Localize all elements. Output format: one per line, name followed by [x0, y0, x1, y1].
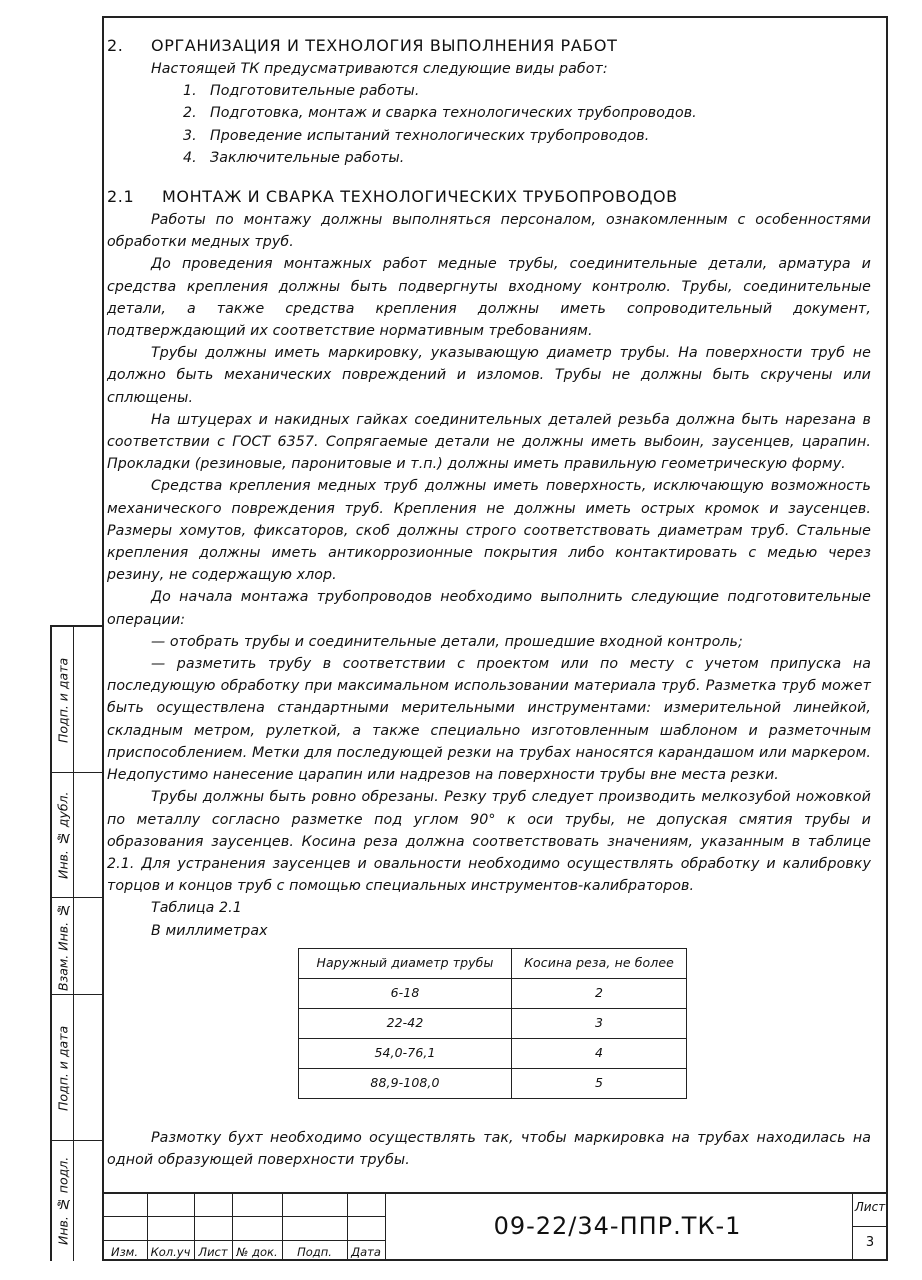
side-stamp-label: Подп. и дата	[55, 1025, 71, 1111]
list-item	[183, 147, 871, 169]
dash-item: — отобрать трубы и соединительные детали, прошедшие входной контроль;	[151, 633, 743, 650]
table-cell: 3	[512, 1008, 687, 1038]
table-row	[299, 1038, 687, 1068]
side-stamp-label: Инв. № дубл.	[55, 791, 71, 880]
section-title: ОРГАНИЗАЦИЯ И ТЕХНОЛОГИЯ ВЫПОЛНЕНИЯ РАБОТ	[151, 36, 618, 55]
section-title: МОНТАЖ И СВАРКА ТЕХНОЛОГИЧЕСКИХ ТРУБОПРОВОДОВ	[162, 187, 678, 207]
table-header-cell: Косина реза, не более	[512, 948, 687, 978]
paragraph: Работы по монтажу должны выполняться персоналом, ознакомленным с особенностями обработки медных труб.	[107, 212, 871, 251]
paragraph: До проведения монтажных работ медные трубы, соединительные детали, арматура и средства крепления должны быть подвергнуты входному контролю. Трубы, соединительные детали, а также средства крепления должны иметь сопроводительный документ, подтверждающий их соответствие нормативным требованиям.	[107, 256, 871, 340]
side-stamp-label: Подп. и дата	[55, 657, 71, 743]
list-text: Подготовительные работы.	[210, 83, 420, 100]
table-header-cell: Наружный диаметр трубы	[299, 948, 512, 978]
side-stamp	[50, 625, 102, 1261]
title-block-header: Лист	[198, 1244, 228, 1259]
table-cell: 22-42	[299, 1008, 512, 1038]
dash-item: — разметить трубу в соответствии с проектом или по месту с учетом припуска на последующую обработку при максимальном использовании материала труб. Разметка труб может быть осуществлена стандартными мерительными инструментами: измерительной линейкой, складным метром, рулеткой, а также специально изготовленным шаблоном и разметочным приспособлением. Метки для последующей резки на трубах наносятся карандашом или маркером. Недопустимо нанесение царапин или надрезов на поверхности трубы вне места резки.	[107, 656, 871, 784]
paragraph: Трубы должны быть ровно обрезаны. Резку труб следует производить мелкозубой ножовкой по металлу согласно разметке под углом 90° к оси трубы, не допуская смятия трубы и образования заусенцев. Косина реза должна соответствовать значениям, указанным в таблице 2.1. Для устранения заусенцев и овальности необходимо осуществлять обработку и калибровку торцов и концов труб с помощью специальных инструментов-калибраторов.	[107, 789, 871, 895]
cut-skew-table	[298, 948, 687, 1099]
list-text: Заключительные работы.	[210, 149, 405, 166]
side-stamp-label: Взам. Инв. №	[55, 902, 71, 991]
table-row	[299, 1068, 687, 1098]
list-number: 3.	[183, 127, 197, 144]
section-number: 2.1	[107, 187, 135, 207]
table-units: В миллиметрах	[151, 922, 268, 939]
table-cell: 6-18	[299, 978, 512, 1008]
section-2-intro: Настоящей ТК предусматриваются следующие виды работ:	[151, 61, 608, 77]
paragraph: До начала монтажа трубопроводов необходимо выполнить следующие подготовительные операции:	[107, 589, 871, 628]
table-row	[299, 1008, 687, 1038]
document-body	[107, 34, 871, 1171]
paragraph: Средства крепления медных труб должны иметь поверхность, исключающую возможность механического повреждения труб. Крепления не должны иметь острых кромок и заусенцев. Размеры хомутов, фиксаторов, скоб должны строго соответствовать диаметрам труб. Стальные крепления должны иметь антикоррозионные покрытия либо контактировать с медью через резину, не содержащую хлор.	[107, 478, 871, 584]
table-cell: 54,0-76,1	[299, 1038, 512, 1068]
title-block-header: № док.	[236, 1244, 278, 1259]
paragraph: Трубы должны иметь маркировку, указывающую диаметр трубы. На поверхности труб не должно быть механических повреждений и изломов. Трубы не должны быть скручены или сплющены.	[107, 345, 871, 406]
section-number: 2.	[107, 36, 124, 55]
table-cell: 4	[512, 1038, 687, 1068]
table-cell: 2	[512, 978, 687, 1008]
list-item	[183, 125, 871, 147]
side-stamp-label: Инв. № подл.	[55, 1156, 71, 1246]
section-2-1-heading	[107, 185, 871, 209]
table-caption: Таблица 2.1	[151, 900, 242, 917]
list-number: 1.	[183, 83, 197, 100]
list-item	[183, 80, 871, 102]
title-block-header: Изм.	[110, 1244, 139, 1259]
work-types-list	[107, 80, 871, 169]
table-cell: 5	[512, 1068, 687, 1098]
table-cell: 88,9-108,0	[299, 1068, 512, 1098]
paragraph: На штуцерах и накидных гайках соединительных деталей резьба должна быть нарезана в соответствии с ГОСТ 6357. Сопрягаемые детали не должны иметь выбоин, заусенцев, царапин. Прокладки (резиновые, паронитовые и т.п.) должны иметь правильную геометрическую форму.	[107, 411, 871, 473]
paragraph: Размотку бухт необходимо осуществлять так, чтобы маркировка на трубах находилась на одной образующей поверхности трубы.	[107, 1129, 871, 1168]
list-item	[183, 102, 871, 124]
list-text: Подготовка, монтаж и сварка технологических трубопроводов.	[210, 105, 697, 122]
list-text: Проведение испытаний технологических трубопроводов.	[210, 127, 650, 144]
table-row	[299, 978, 687, 1008]
title-block-header: Дата	[351, 1244, 381, 1259]
section-2-heading	[107, 34, 871, 58]
table-header-row	[299, 948, 687, 978]
title-block-header: Подп.	[297, 1244, 332, 1259]
list-number: 4.	[183, 149, 197, 166]
document-code: 09-22/34-ППР.ТК-1	[493, 1211, 742, 1240]
list-number: 2.	[183, 105, 197, 122]
title-block-header: Кол.уч	[150, 1244, 191, 1259]
sheet-number: 3	[865, 1235, 875, 1250]
sheet-label: Лист	[854, 1200, 886, 1214]
